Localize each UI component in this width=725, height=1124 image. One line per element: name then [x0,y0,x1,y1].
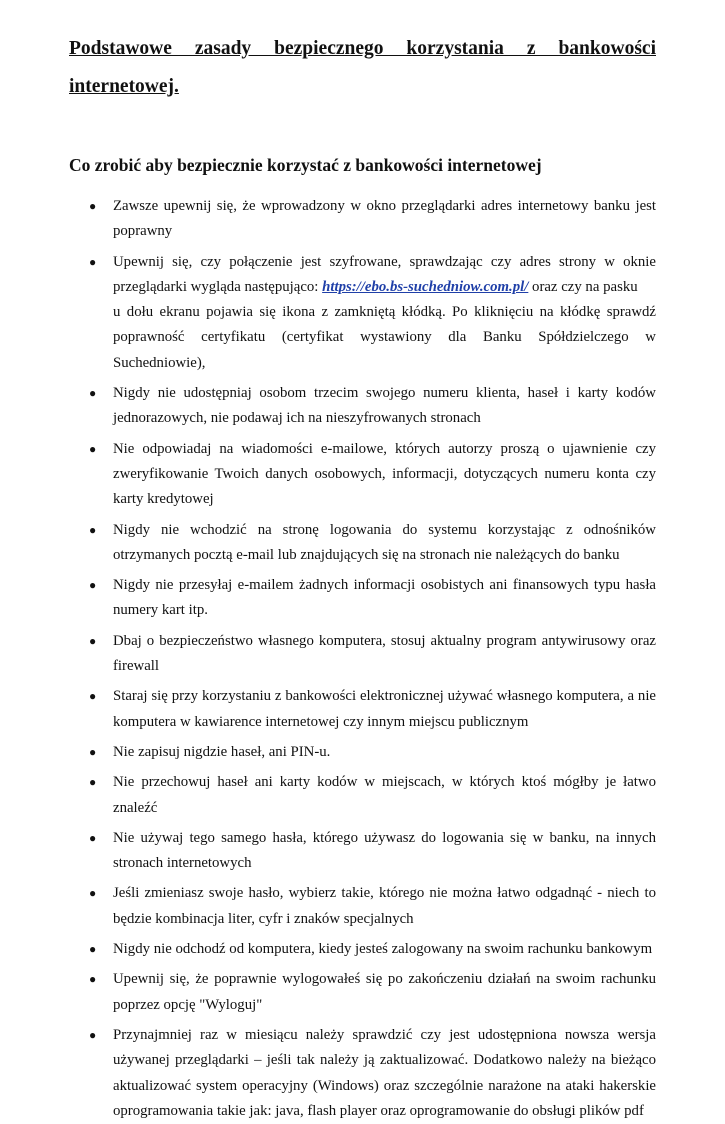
bullet-icon: ● [89,522,97,537]
list-item-text: Zawsze upewnij się, że wprowadzony w okno przeglądarki adres internetowy banku jest poprawny [113,198,656,240]
list-item-text: Nigdy nie przesyłaj e-mailem żadnych informacji osobistych ani finansowych typu hasła numery kart itp. [113,577,656,619]
bullet-icon: ● [89,972,97,987]
bullet-icon: ● [89,1027,97,1042]
bullet-icon: ● [89,633,97,648]
list-item [69,1023,656,1124]
bullet-icon: ● [89,386,97,401]
bullet-icon: ● [89,775,97,790]
list-item-continuation: u dołu ekranu pojawia się ikona z zamkniętą kłódką. Po kliknięciu na kłódkę sprawdź poprawność certyfikatu (certyfikat wystawiony dla Banku Spółdzielczego w Suchedniowie), [113,304,656,371]
bullet-icon: ● [89,441,97,456]
rules-list [69,194,656,1124]
list-item-text: Nie odpowiadaj na wiadomości e-mailowe, których autorzy proszą o ujawnienie czy zweryfikowanie Twoich danych osobowych, informacji, dotyczących numeru konta czy karty kredytowej [113,440,656,508]
bullet-icon: ● [89,689,97,704]
list-item-text [113,250,656,301]
list-item [69,381,656,432]
bullet-icon: ● [89,199,97,213]
list-item-text: Dbaj o bezpieczeństwo własnego komputera, stosuj aktualny program antywirusowy oraz firewall [113,632,656,675]
bullet-icon: ● [89,942,97,957]
list-item [69,881,656,932]
bank-url-link[interactable]: https://ebo.bs-suchedniow.com.pl/ [322,278,529,295]
document-page [69,30,656,1124]
section-heading: Co zrobić aby bezpiecznie korzystać z bankowości internetowej [69,155,542,175]
list-item [69,684,656,735]
list-item [69,250,656,376]
list-item-text: Upewnij się, że poprawnie wylogowałeś się po zakończeniu działań na swoim rachunku poprzez opcję "Wyloguj" [113,971,656,1013]
list-item [69,937,656,962]
list-item-text: Nigdy nie wchodzić na stronę logowania do systemu korzystając z odnośników otrzymanych pocztą e-mail lub znajdujących się na stronach nie należących do banku [113,521,656,563]
list-item-text: Nigdy nie odchodź od komputera, kiedy jesteś zalogowany na swoim rachunku bankowym [113,941,653,958]
list-item [69,826,656,877]
list-item [69,770,656,821]
bullet-icon: ● [89,744,97,759]
list-item [69,573,656,624]
list-item [69,518,656,569]
list-item-text: Nie przechowuj haseł ani karty kodów w miejscach, w których ktoś mógłby je łatwo znaleźć [113,774,656,816]
list-item-text: Nie zapisuj nigdzie haseł, ani PIN-u. [113,743,331,760]
list-item-text: Jeśli zmieniasz swoje hasło, wybierz takie, którego nie można łatwo odgadnąć - niech to będzie kombinacja liter, cyfr i znaków specjalnych [113,885,656,927]
list-item [69,967,656,1018]
list-item-text: Nie używaj tego samego hasła, którego używasz do logowania się w banku, na innych stronach internetowych [113,829,656,872]
list-item [69,629,656,680]
list-item [69,437,656,513]
list-item [69,194,656,245]
document-title: Podstawowe zasady bezpiecznego korzystania z bankowości internetowej. [69,38,656,97]
bullet-icon: ● [89,254,97,269]
list-item-text-after-link: oraz czy na pasku [528,278,638,295]
list-item-text: Przynajmniej raz w miesiącu należy sprawdzić czy jest udostępniona nowsza wersja używanej przeglądarki – jeśli tak należy ją zaktualizować. Dodatkowo należy na bieżąco aktualizować system operacyjny (Windows) oraz szczególnie narażone na ataki hakerskie oprogramowania takie jak: java, flash player oraz oprogramowanie do obsługi plików pdf [113,1026,656,1119]
list-item-text: Staraj się przy korzystaniu z bankowości elektronicznej używać własnego komputera, a nie komputera w kawiarence internetowej czy innym miejscu publicznym [113,688,656,730]
list-item-text: Nigdy nie udostępniaj osobom trzecim swojego numeru klienta, haseł i karty kodów jednorazowych, nie podawaj ich na nieszyfrowanych stronach [113,385,656,427]
bullet-icon: ● [89,830,97,845]
bullet-icon: ● [89,578,97,593]
list-item-text-before-link: Upewnij się, czy połączenie jest szyfrowane, sprawdzając czy adres strony w oknie przeglądarki wygląda następująco: [113,253,656,295]
bullet-icon: ● [89,886,97,901]
list-item [69,740,656,765]
